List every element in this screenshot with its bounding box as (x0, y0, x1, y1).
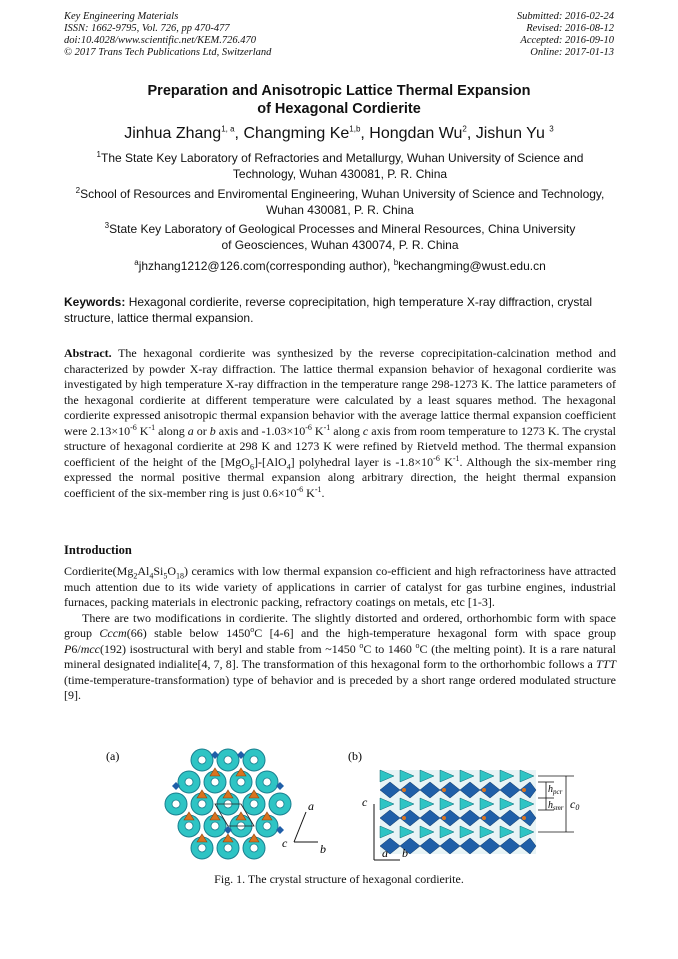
abstract-sup: -1 (323, 422, 331, 432)
doi: doi:10.4028/www.scientific.net/KEM.726.470 (64, 35, 256, 46)
panel-a-axes (294, 812, 318, 842)
intro-italic: mcc (80, 641, 101, 656)
intro-text: (66) stable below 1450 (126, 626, 251, 640)
journal-name: Key Engineering Materials (64, 11, 179, 22)
abstract (64, 346, 616, 501)
affiliation-3 (60, 221, 620, 253)
panel-b-label: (b) (348, 749, 362, 763)
intro-text: 6/ (71, 641, 81, 656)
affil-line: State Key Laboratory of Geological Processes and Mineral Resources, China University (109, 222, 576, 236)
affil-line: Wuhan 430081, P. R. China (266, 203, 414, 217)
intro-sub: 18 (176, 571, 185, 581)
affiliation-2 (60, 186, 620, 218)
intro-italic: Cccm (99, 626, 127, 640)
revised-date: Revised: 2016-08-12 (526, 23, 614, 34)
author-sup: 2 (462, 124, 467, 134)
abstract-text: axis from room temperature to 1273 K. The crystal structure of hexagonal cordierite at 298 K and 1273 K were refined by Rietveld method. The thermal expansion coefficient of the height of the [MgO (64, 423, 616, 469)
c0-label: c0 (570, 797, 580, 812)
abstract-label: Abstract. (64, 346, 112, 360)
keywords-text: Hexagonal cordierite, reverse coprecipitation, high temperature X-ray diffraction, crystal structure, lattice thermal expansion. (64, 295, 593, 325)
h-smr-label: $h_{smr}$ (548, 800, 564, 812)
abstract-italic: c (362, 423, 369, 438)
abstract-text: ] polyhedral layer is -1.8×10 (290, 454, 434, 469)
intro-text: (192) isostructural with beryl and stable from ~1450 (100, 641, 360, 656)
issn: ISSN: 1662-9795, Vol. 726, pp 470-477 (64, 23, 230, 34)
keywords-label: Keywords: (64, 295, 126, 309)
abstract-sup: -1 (314, 484, 322, 494)
b-axis-b-label: b (402, 846, 408, 860)
abstract-sup: -6 (305, 422, 312, 432)
email-line (60, 258, 620, 274)
online-date: Online: 2017-01-13 (530, 47, 614, 58)
abstract-text: ]-[AlO (253, 454, 287, 469)
abstract-text: axis and -1.03×10 (215, 423, 306, 438)
intro-sup: o (415, 640, 420, 650)
figure-caption: Fig. 1. The crystal structure of hexagonal cordierite. (214, 872, 464, 886)
axis-b-label: b (320, 842, 326, 856)
email-sup: a (134, 258, 139, 267)
panel-b-layers (380, 770, 536, 854)
abstract-sup: -6 (296, 484, 304, 494)
abstract-sup: -6 (433, 453, 440, 463)
intro-italic: P (64, 641, 72, 656)
paper-title (0, 82, 678, 118)
abstract-sup: -1 (452, 453, 460, 463)
intro-text: Si (153, 564, 164, 578)
author-name: Changming Ke (243, 125, 350, 142)
email-a[interactable]: jhzhang1212@126.com(corresponding author), (138, 259, 391, 273)
axis-a-label: a (308, 799, 314, 813)
title-line-2: of Hexagonal Cordierite (257, 101, 421, 117)
author-name: Hongdan Wu (369, 125, 463, 142)
intro-text: ) ceramics with low thermal expansion co-efficient and high refractoriness have attracted much attention due to its wide variety of applications in carrier of catalyst for gas turbine engines, industrial furnaces, packing materials in electronic packing, refractory coatings on metals, etc [1-3]. (64, 564, 616, 609)
abstract-text: K (311, 423, 324, 438)
affiliation-1 (60, 150, 620, 182)
abstract-text: along (155, 423, 188, 438)
accepted-date: Accepted: 2016-09-10 (520, 35, 614, 46)
crystal-structure-image (104, 746, 584, 868)
abstract-italic: a (187, 423, 194, 438)
affil-line: Technology, Wuhan 430081, P. R. China (232, 167, 448, 181)
abstract-text: The hexagonal cordierite was synthesized by the reverse coprecipitation-calcination method and characterized by powder X-ray diffraction. The lattice thermal expansion behavior of hexagonal cordierite was investigated by high temperature X-ray diffraction in the temperature range 298-1273 K. The lattice parameters of the hexagonal cordierite at different temperature were calculated by a least squares method. The hexagonal cordierite expressed anisotropic thermal expansion behavior with the average lattice thermal expansion coefficient were 2.13×10 (64, 346, 616, 438)
author-sup: 3 (549, 124, 554, 134)
intro-sup: o (250, 625, 255, 634)
axis-c-label: c (282, 836, 288, 850)
title-line-1: Preparation and Anisotropic Lattice Thermal Expansion (147, 83, 531, 99)
affil-line: The State Key Laboratory of Refractories and Metallurgy, Wuhan University of Science and (100, 151, 584, 165)
intro-sub: 5 (163, 571, 168, 581)
introduction-heading: Introduction (64, 543, 132, 557)
intro-text: There are two modifications in cordierite. The slightly distorted and ordered, orthorhombic form with space group (64, 610, 616, 640)
b-axis-c-label: c (362, 795, 368, 809)
affil-line: School of Resources and Enviromental Engineering, Wuhan University of Science and Technology, (80, 187, 605, 201)
affil-sup: 3 (104, 221, 110, 230)
abstract-text: . Although the six-member ring expressed the normal positive thermal expansion along arbitrary direction, the height thermal expansion coefficient of the six-member ring is just 0.6×10 (64, 454, 617, 500)
b-axis-a-label: a (382, 846, 388, 860)
author-name: Jishun Yu (475, 125, 545, 142)
intro-text: Cordierite(Mg (64, 564, 134, 578)
email-sup: b (393, 258, 399, 267)
abstract-sub: 6 (249, 461, 254, 471)
intro-text: C [4-6] and the high-temperature hexagonal form with space group (254, 626, 616, 640)
author-sup: 1, a (221, 124, 235, 134)
abstract-text: or (193, 423, 210, 438)
abstract-sup: -6 (130, 422, 137, 432)
journal-header (64, 11, 271, 59)
copyright: © 2017 Trans Tech Publications Ltd, Switzerland (64, 47, 272, 58)
intro-text: O (167, 564, 177, 578)
crystal-structure-figure (104, 746, 584, 873)
email-b[interactable]: kechangming@wust.edu.cn (398, 259, 546, 273)
panel-a-rings (165, 749, 291, 859)
abstract-text: along (330, 423, 363, 438)
affil-line: of Geosciences, Wuhan 430074, P. R. China (221, 238, 459, 252)
abstract-text: K (136, 423, 149, 438)
h-pcr-label: $h_{pcr}$ (548, 784, 563, 796)
abstract-text: . (321, 485, 325, 500)
intro-paragraph-1 (64, 564, 616, 611)
intro-italic: TTT (595, 657, 616, 671)
intro-paragraph-2 (64, 611, 616, 704)
introduction-body (64, 564, 616, 704)
abstract-sub: 4 (286, 461, 291, 471)
affil-sup: 2 (75, 186, 81, 195)
abstract-text: K (439, 454, 453, 469)
intro-text: C to 1460 (363, 641, 416, 656)
intro-text: Al (137, 564, 150, 578)
abstract-sup: -1 (148, 422, 156, 432)
intro-sub: 4 (149, 571, 154, 581)
author-sup: 1,b (349, 124, 361, 134)
abstract-text: K (303, 485, 315, 500)
abstract-italic: b (209, 423, 216, 438)
panel-a-label: (a) (106, 749, 120, 763)
dates-header (517, 11, 614, 59)
intro-text: (time-temperature-transformation) type of behavior and is preceded by a short range ordered modulated structure [9]. (64, 672, 616, 702)
author-name: Jinhua Zhang (124, 125, 222, 142)
intro-text: C (the melting point). It is a rare natural mineral designated indialite[4, 7, 8]. The transformation of this hexagonal form to the orthorhombic follows a (64, 641, 617, 671)
intro-sub: 2 (133, 571, 138, 581)
keywords (64, 294, 616, 326)
submitted-date: Submitted: 2016-02-24 (516, 11, 614, 22)
intro-sup: o (359, 640, 364, 650)
affil-sup: 1 (96, 150, 101, 159)
author-list: Jinhua Zhang$^{1, a}$, Changming Ke$^{1,b}$, Hongdan Wu$^2$, Jishun Yu $^3$ (124, 124, 554, 142)
